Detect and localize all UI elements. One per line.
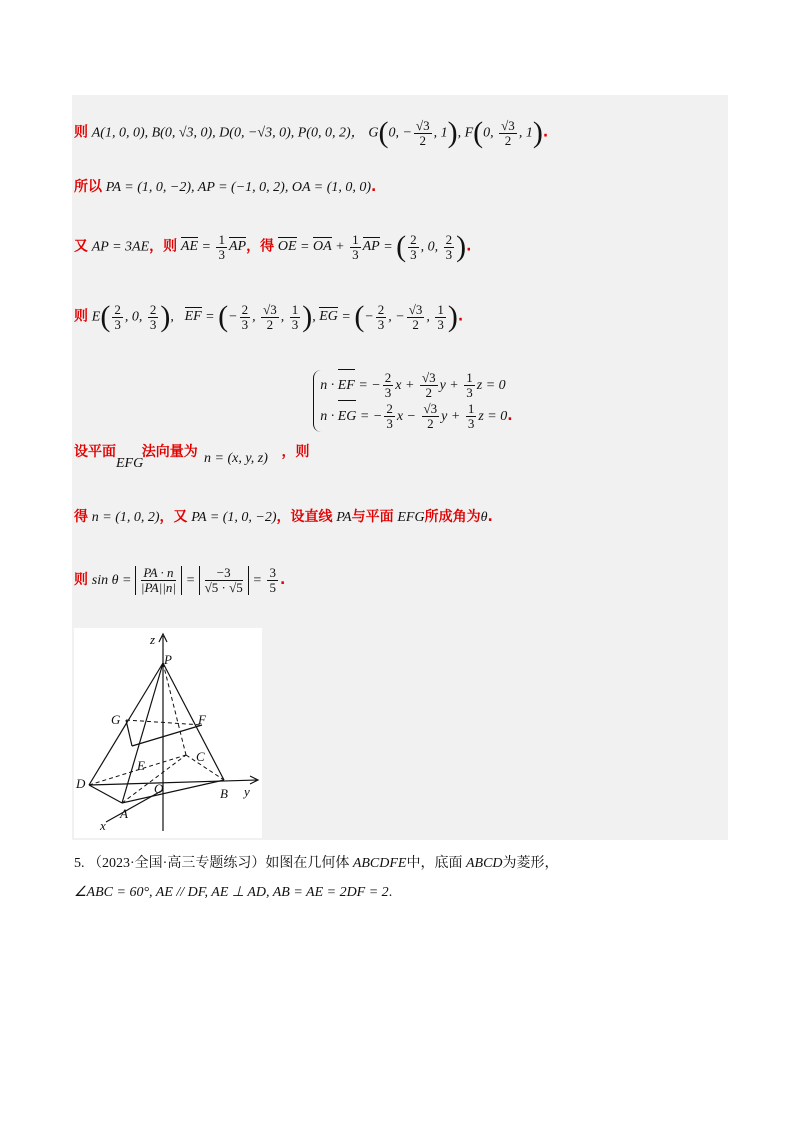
keyword-plane: 设平面 <box>74 444 116 461</box>
problem-number: 5. <box>74 856 85 871</box>
keyword-suoyi: 所以 <box>74 179 102 195</box>
equation-system: n · EF = − $\frac{2}{3}$ x + $\frac{√3}{2}$ y + $\frac{1}{3}$ z = 0 n · EG = − $\frac{2}{3}$ x − $\frac{√3}{2}$ y + $\frac{1}{3}$ z = 0. <box>313 370 512 432</box>
keyword-ze: 则 <box>74 308 88 325</box>
solution-line-2: 所以 PA = (1, 0, −2), AP = (−1, 0, 2), OA = (1, 0, 0). <box>74 179 377 195</box>
label-e: E <box>137 758 145 773</box>
edge-pb <box>163 663 224 780</box>
label-d: D <box>76 776 86 791</box>
keyword-ze: 则 <box>74 124 88 141</box>
point-g-label: G <box>368 125 379 141</box>
problem-5-statement: 5. （2023·全国·高三专题练习）如图在几何体 ABCDFE中，底面 ABCD为菱形， <box>74 856 559 871</box>
normal-vector-value: n = (1, 0, 2) <box>91 510 160 525</box>
solution-line-5: 设平面 法向量为 ，则 n · EF = − $\frac{2}{3}$ x + $\frac{√3}{2}$ y + $\frac{1}{3}$ z = 0 n · EG = − $\frac{2}{3}$ x − $\frac{√3}{2}$ y + $\frac{1}{3}$ z = 0. <box>74 370 513 461</box>
label-o: O <box>154 781 164 796</box>
keyword-you: 又 <box>74 238 88 255</box>
relation-ap-ae: AP = 3AE <box>91 239 150 255</box>
solution-line-7: 则 sin θ = $\frac{PA \cdot n}{|PA||n|}$ = $\frac{-3}{√5 \cdot √5}$ = $\frac{3}{5}$ . <box>74 565 286 595</box>
point-f-label: F <box>464 125 474 141</box>
edge-cb <box>186 755 224 780</box>
pyramid-figure <box>74 628 262 838</box>
fraction: $\frac{√3}{2}$ <box>415 117 430 148</box>
pa-vector-value: PA = (1, 0, −2) <box>191 510 277 525</box>
edge-eg <box>126 720 132 746</box>
vector-expression: PA = (1, 0, −2), AP = (−1, 0, 2), OA = (1, 0, 0) <box>105 180 372 195</box>
label-a: A <box>120 806 128 821</box>
label-f: F <box>198 712 206 727</box>
label-c: C <box>196 749 205 764</box>
solution-line-3: 又 AP = 3AE，则 AE = $\frac{1}{3}$ AP，得 OE = OA + $\frac{1}{3}$ AP = ( $\frac{2}{3}$ , 0, $\frac{2}{3}$ ). <box>74 230 472 263</box>
plane-label: EFG <box>116 456 144 471</box>
edge-da <box>89 785 122 803</box>
solution-line-4: 则 E( $\frac{2}{3}$ , 0, $\frac{2}{3}$ ), EF = (− $\frac{2}{3}$ , $\frac{√3}{2}$ , $\frac{1}{3}$ ), EG = (− $\frac{2}{3}$ , − $\frac{√3}{2}$ , $\frac{1}{3}$ ). <box>74 300 464 333</box>
fraction: $\frac{√3}{2}$ <box>501 117 515 148</box>
pyramid-diagram <box>74 628 262 838</box>
absolute-value: $\frac{PA \cdot n}{|PA||n|}$ <box>135 566 182 595</box>
edge-ef <box>132 725 202 746</box>
edge-pc <box>163 663 186 755</box>
edge-gf <box>126 720 202 725</box>
label-p: P <box>164 652 172 667</box>
problem-5-conditions: ∠ABC = 60°, AE // DF, AE ⊥ AD, AB = AE = 2DF = 2. <box>74 885 393 900</box>
fraction: $\frac{1}{3}$ <box>218 231 225 262</box>
fraction: $\frac{1}{3}$ <box>352 231 359 262</box>
label-y: y <box>244 784 250 799</box>
normal-vector-definition: n = (x, y, z) <box>204 451 268 466</box>
keyword-normal: 法向量为 <box>141 444 198 461</box>
label-x: x <box>100 818 106 833</box>
solution-line-6: 得 n = (1, 0, 2)，又 PA = (1, 0, −2)，设直线 PA与平面 EFG所成角为θ. <box>74 509 493 525</box>
coordinates-text: A(1, 0, 0), B(0, √3, 0), D(0, −√3, 0), P(0, 0, 2)， <box>91 125 365 141</box>
problem-source: （2023·全国·高三专题练习） <box>88 856 266 871</box>
label-z: z <box>150 632 156 647</box>
label-b: B <box>220 786 228 801</box>
edge-pd <box>89 663 163 785</box>
y-axis <box>89 780 257 785</box>
label-g: G <box>111 712 121 727</box>
solution-line-1: 则 A(1, 0, 0), B(0, √3, 0), D(0, −√3, 0), P(0, 0, 2)， G(0, − $\frac{√3}{2}$ , 1), F(0, $\frac{√3}{2}$ , 1). <box>74 116 549 149</box>
